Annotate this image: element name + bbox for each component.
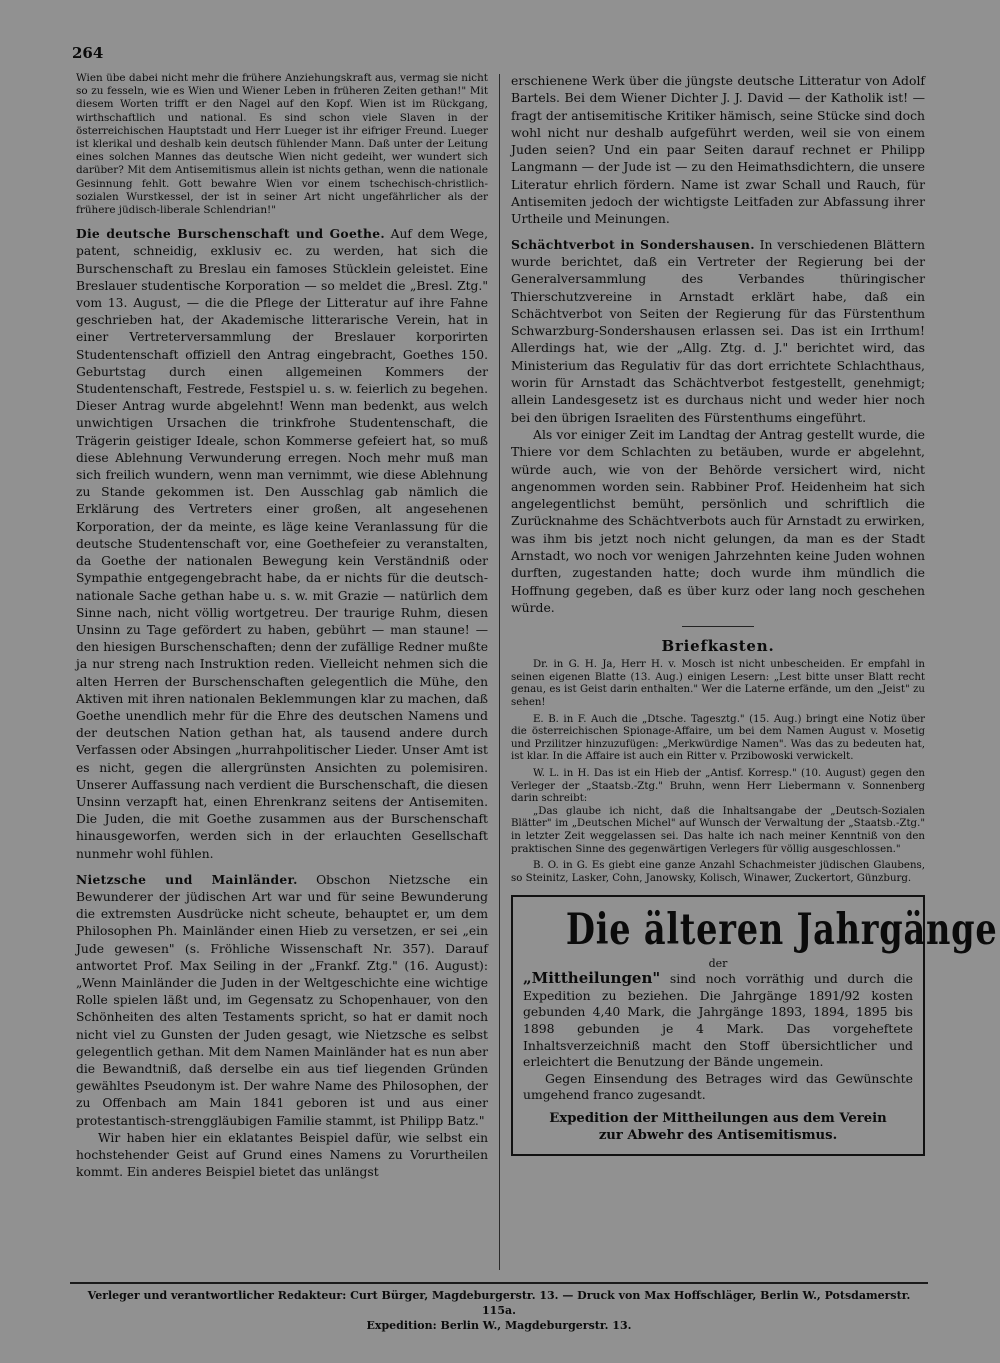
column-divider (499, 74, 500, 1270)
article-body: In verschiedenen Blättern wurde berichtet, daß ein Vertreter der Regierung bei der Generalversammlung des Verbandes thüringischer Thierschutzvereine in Arnstadt erklärt habe, daß ein Schächtverbot von Seiten der Regierung für das Fürstenthum Schwarzburg-Sondershausen erlassen sei. Das ist ein Irrthum! Allerdings hat, wie der „Allg. Ztg. d. J." berichtet wird, das Ministerium das Regulativ für das dort errichtete Schlachthaus, worin für Arnstadt das Schächtverbot festgestellt, genehmigt; allein Landesgesetz ist es durchaus nicht und weder hier noch bei den übrigen Israeliten des Fürstenthums eingeführt. (511, 236, 925, 425)
article-body-continued: Wir haben hier ein eklatantes Beispiel dafür, wie selbst ein hochstehender Geist auf Grund eines Namens zu Vorurtheilen kommt. Ein anderes Beispiel bietet das unlängst (76, 1130, 488, 1180)
ad-body (523, 970, 913, 1071)
briefkasten-section (511, 637, 925, 885)
advertisement-box (511, 895, 998, 1156)
article-body: Obschon Nietzsche ein Bewunderer der jüdischen Art war und für seine Bewunderung die extremsten Ausdrücke nicht scheute, behauptet er, um dem Philosophen Ph. Mainländer einen Hieb zu versetzen, er sei „ein Jude gewesen" (s. Fröhliche Wissenschaft Nr. 357). Darauf antwortet Prof. Max Seiling in der „Frankf. Ztg." (16. August): „Wenn Mainländer die Juden in der Weltgeschichte eine wichtige Rolle spielen läßt und, im Gegensatz zu Schopenhauer, von den Schönheiten des alten Testaments spricht, so hat er damit noch nicht viel zu Gunsten der Juden gesagt, wie Nietzsche es selbst gelegentlich gethan. Mit dem Namen Mainländer hat es nun aber die Bewandtniß, daß derselbe ein aus tief liegenden Gründen gewähltes Pseudonym ist. Der wahre Name des Philosophen, der zu Offenbach am Main 1841 geboren ist und aus einer protestantisch-strenggläubigen Familie stammt, ist Philipp Batz." (76, 872, 488, 1128)
right-column (511, 72, 998, 1156)
page-number: 264 (72, 44, 104, 62)
letter-entry: W. L. in H. Das ist ein Hieb der „Antisf. Korresp." (10. August) gegen den Verleger der „Staatsb.-Ztg." Bruhn, wenn Herr Liebermann v. Sonnenberg darin schreibt: (511, 767, 925, 805)
ad-der: der (708, 957, 728, 971)
article-heading: Die deutsche Burschenschaft und Goethe. (76, 226, 385, 242)
article-nietzsche (76, 871, 488, 1130)
article-body-continued: Als vor einiger Zeit im Landtag der Antrag gestellt wurde, die Thiere vor dem Schlachten zu betäuben, wurde er abgelehnt, würde auch, wie von der Behörde versichert wird, nicht angenommen worden sein. Rabbiner Prof. Heidenheim hat sich angelegentlichst bemüht, persönlich und schriftlich die Zurücknahme des Schächtverbots auch für Arnstadt zu erwirken, was ihm bis jetzt noch nicht gelungen, da man es der Stadt Arnstadt, wo noch vor wenigen Jahrzehnten keine Juden wohnen durften, zugestanden hatte; doch wurde ihm mündlich die Hoffnung gegeben, daß es über kurz oder lang noch geschehen würde. (511, 426, 925, 615)
article-heading: Nietzsche und Mainländer. (76, 871, 298, 887)
briefkasten-title: Briefkasten. (661, 637, 775, 656)
ad-footer-line: Expedition der Mittheilungen aus dem Verein (549, 1111, 887, 1127)
ad-title: Die älteren Jahrgänge (565, 905, 998, 956)
imprint-line: Verleger und verantwortlicher Redakteur: Curt Bürger, Magdeburgerstr. 13. — Druck von Max Hoffschläger, Berlin W., Potsdamerstr. 115a. (87, 1289, 911, 1317)
left-column (76, 72, 488, 1181)
letter-quote: „Das glaube ich nicht, daß die Inhaltsangabe der „Deutsch-Sozialen Blätter" im „Deutschen Michel" auf Wunsch der Verwaltung der „Staatsb.-Ztg." in letzter Zeit weggelassen sei. Das halte ich nach meiner Kenntniß von den praktischen Sinne des gegenwärtigen Verlegers für völlig ausgeschlossen." (511, 805, 925, 855)
intro-quote-text: Wien übe dabei nicht mehr die frühere Anziehungskraft aus, vermag sie nicht so zu fesseln, wie es Wien und Wiener Leben in früheren Zeiten gethan!" Mit diesem Worten trifft er den Nagel auf den Kopf. Wien ist im Rückgang, wirthschaftlich und national. Es sind schon viele Slaven in der österreichischen Hauptstadt und Herr Lueger ist ihr eifriger Freund. Lueger ist klerikal und deshalb kein deutsch fühlender Mann. Daß unter der Leitung eines solchen Mannes das deutsche Wien nicht gedeiht, wer wundert sich darüber? Mit dem Antisemitismus allein ist nichts gethan, wenn die nationale Gesinnung fehlt. Gott bewahre Wien vor einem tschechisch-christlich-sozialen Wurstkessel, der ist in seiner Art nicht ungefährlicher als der frühere jüdisch-liberale Schlendrian!" (76, 72, 488, 217)
article-body: Auf dem Wege, patent, schneidig, exklusiv ec. zu werden, hat sich die Burschenschaft zu Breslau ein famoses Stücklein geleistet. Eine Breslauer studentische Korporation — so meldet die „Bresl. Ztg." vom 13. August, — die die Pflege der Litteratur auf ihre Fahne geschrieben hat, der Akademische litterarische Verein, hat in einer Vertreterversammlung der Breslauer korporirten Studentenschaft offiziell den Antrag eingebracht, Goethes 150. Geburtstag durch einen allgemeinen Kommers der Studentenschaft, Festrede, Festspiel u. s. w. feierlich zu begehen. Dieser Antrag wurde abgelehnt! Wenn man bedenkt, aus welch unwichtigen Ursachen die trinkfrohe Studentenschaft, die Trägerin geistiger Ideale, schon Kommerse gefeiert hat, so muß diese Ablehnung Verwunderung erregen. Noch mehr muß man sich freilich wundern, wenn man vernimmt, wie diese Ablehnung zu Stande gekommen ist. Den Ausschlag gab nämlich die Erklärung des Vertreters einer großen, alt angesehenen Korporation, der da meinte, es läge keine Veranlassung für die deutsche Studentenschaft vor, eine Goethefeier zu veranstalten, da Goethe der nationalen Bewegung kein Verständniß oder Sympathie entgegengebracht habe, da er nichts für die deutsch-nationale Sache gethan habe u. s. w. mit Grazie — natürlich dem Sinne nach, nicht völlig wortgetreu. Der traurige Ruhm, diesen Unsinn zu Tage gefördert zu haben, gebührt — man staune! — den hiesigen Burschenschaften; denn der zufällige Redner mußte ja nur streng nach Instruktion reden. Vielleicht nehmen sich die alten Herren der Burschenschaften gelegentlich die Mühe, den Aktiven mit ihren nationalen Beklemmungen klar zu machen, daß Goethe unendlich mehr für die Ehre des deutschen Namens und der deutschen Nation gethan hat, als tausend andere durch Verfassen oder Absingen „hurrahpolitischer Lieder. Unser Amt ist es nicht, gegen die allergrünsten Ansichten zu polemisiren. Unserer Auffassung nach verdient die Burschenschaft, die diesen Unsinn verzapft hat, einen Ehrenkranz seitens der Antisemiten. Die Juden, die mit Goethe zusammen aus der Burschenschaft hinausgeworfen, werden sich in der erlauchten Gesellschaft nunmehr wohl fühlen. (76, 227, 488, 861)
letter-entry: E. B. in F. Auch die „Dtsche. Tagesztg." (15. Aug.) bringt eine Notiz über die österreichischen Spionage-Affaire, um bei dem Namen August v. Mosetig und Przilitzer hinzuzufügen: „Merkwürdige Namen". Was das zu bedeuten hat, ist klar. In die Affaire ist auch ein Ritter v. Przibowoski verwickelt. (511, 713, 925, 763)
letter-entry: Dr. in G. H. Ja, Herr H. v. Mosch ist nicht unbescheiden. Er empfahl in seinen eigenen Blatte (13. Aug.) einigen Lesern: „Lest bitte unser Blatt recht genau, es ist Geist darin enthalten." Wer die Laterne erfände, um den „Jeist" zu sehen! (511, 659, 925, 708)
imprint (70, 1288, 928, 1333)
continued-text: erschienene Werk über die jüngste deutsche Litteratur von Adolf Bartels. Bei dem Wiener Dichter J. J. David — der Katholik ist! — fragt der antisemitische Kritiker hämisch, seine Stücke sind doch wohl nicht nur deshalb aufgeführt werden, weil sie von einem Juden seien? Und ein paar Seiten darauf rechnet er Philipp Langmann — der Jude ist — zu den Heimathsdichtern, die unsere Literatur ehrlich fördern. Name ist zwar Schall und Rauch, für Antisemiten jedoch der wichtigste Leitfaden zur Abfassung ihrer Urtheile und Meinungen. (511, 73, 925, 227)
article-burschenschaft (76, 225, 488, 863)
section-divider (682, 626, 754, 627)
ad-publication-name: „Mittheilungen" (523, 969, 661, 988)
footer-rule (70, 1282, 928, 1284)
article-schaechtverbot (511, 236, 925, 426)
imprint-line: Expedition: Berlin W., Magdeburgerstr. 13. (366, 1319, 632, 1332)
letter-entry: B. O. in G. Es giebt eine ganze Anzahl Schachmeister jüdischen Glaubens, so Steinitz, Lasker, Cohn, Janowsky, Kolisch, Winawer, Zuckertort, Günzburg. (511, 860, 925, 884)
ad-text: sind noch vorräthig und durch die Expedition zu beziehen. Die Jahrgänge 1891/92 kosten gebunden 4,40 Mark, die Jahrgänge 1893, 1894, 1895 bis 1898 gebunden je 4 Mark. Das vorgeheftete Inhaltsverzeichniß macht den Stoff übersichtlicher und erleichtert die Benutzung der Bände ungemein. (523, 971, 913, 1070)
article-heading: Schächtverbot in Sondershausen. (511, 236, 755, 252)
ad-footer-line: zur Abwehr des Antisemitismus. (598, 1128, 838, 1144)
ad-footer (523, 1110, 913, 1144)
ad-text-2: Gegen Einsendung des Betrages wird das Gewünschte umgehend franco zugesandt. (523, 1070, 913, 1103)
